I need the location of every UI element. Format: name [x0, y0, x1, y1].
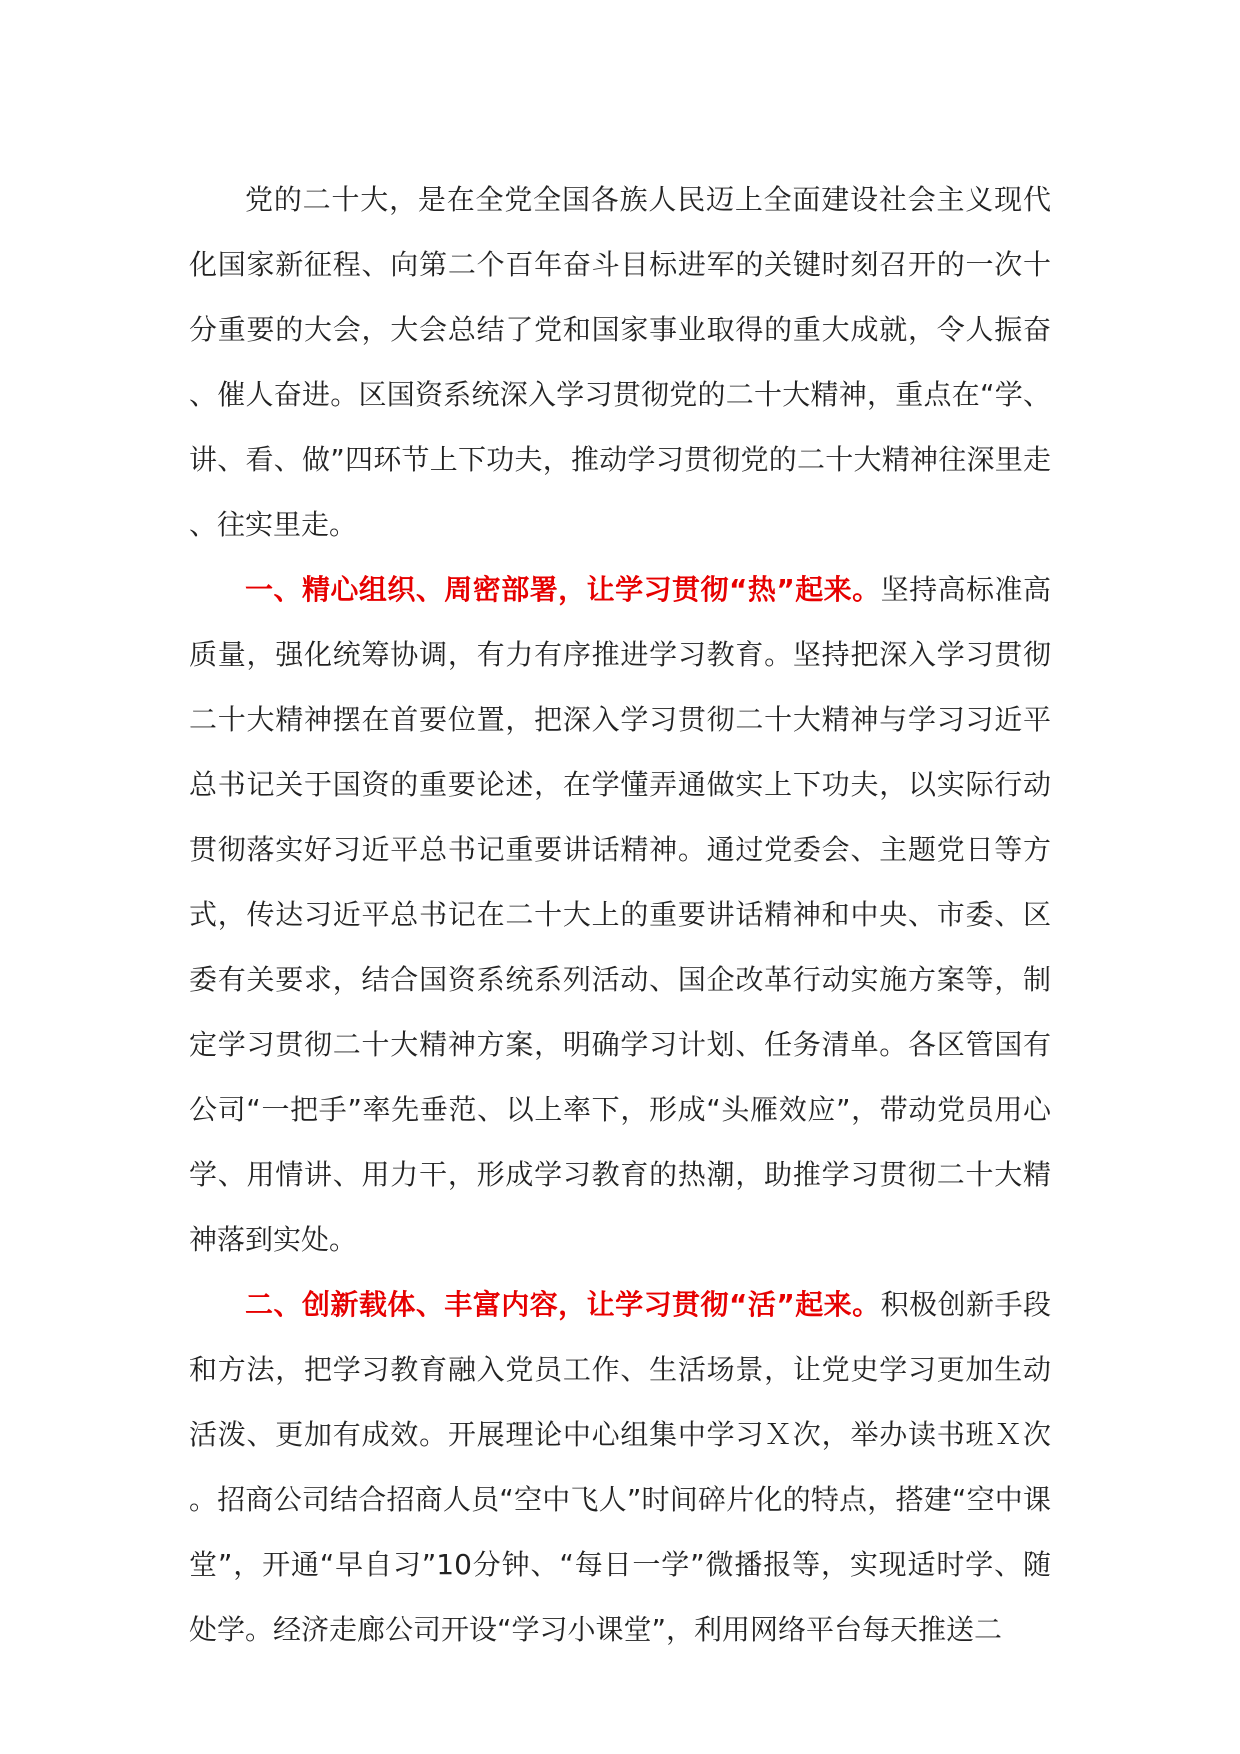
section-one-text: 坚持高标准高质量，强化统筹协调，有力有序推进学习教育。坚持把深入学习贯彻二十大精神摆在首要位置，把深入学习贯彻二十大精神与学习习近平总书记关于国资的重要论述，在学懂弄通做实上下功夫，以实际行动贯彻落实好习近平总书记重要讲话精神。通过党委会、主题党日等方式，传达习近平总书记在二十大上的重要讲话精神和中央、市委、区委有关要求，结合国资系统系列活动、国企改革行动实施方案等，制定学习贯彻二十大精神方案，明确学习计划、任务清单。各区管国有公司“一把手”率先垂范、以上率下，形成“头雁效应”，带动党员用心学、用情讲、用力干，形成学习教育的热潮，助推学习贯彻二十大精神落到实处。 [189, 573, 1051, 1256]
section-one-paragraph [189, 557, 1051, 1272]
section-two-text: 积极创新手段和方法，把学习教育融入党员工作、生活场景，让党史学习更加生动活泼、更加有成效。开展理论中心组集中学习Ｘ次，举办读书班Ｘ次。招商公司结合招商人员“空中飞人”时间碎片化的特点，搭建“空中课堂”，开通“早自习”10分钟、“每日一学”微播报等，实现适时学、随处学。经济走廊公司开设“学习小课堂”，利用网络平台每天推送二 [189, 1288, 1051, 1646]
intro-paragraph-text: 党的二十大，是在全党全国各族人民迈上全面建设社会主义现代化国家新征程、向第二个百年奋斗目标进军的关键时刻召开的一次十分重要的大会，大会总结了党和国家事业取得的重大成就，令人振奋、催人奋进。区国资系统深入学习贯彻党的二十大精神，重点在“学、讲、看、做”四环节上下功夫，推动学习贯彻党的二十大精神往深里走、往实里走。 [189, 183, 1051, 541]
section-two-heading: 二、创新载体、丰富内容，让学习贯彻“活”起来。 [245, 1288, 881, 1321]
section-one-heading: 一、精心组织、周密部署，让学习贯彻“热”起来。 [245, 573, 881, 606]
document-body [189, 167, 1051, 1662]
intro-paragraph [189, 167, 1051, 557]
section-two-paragraph [189, 1272, 1051, 1662]
